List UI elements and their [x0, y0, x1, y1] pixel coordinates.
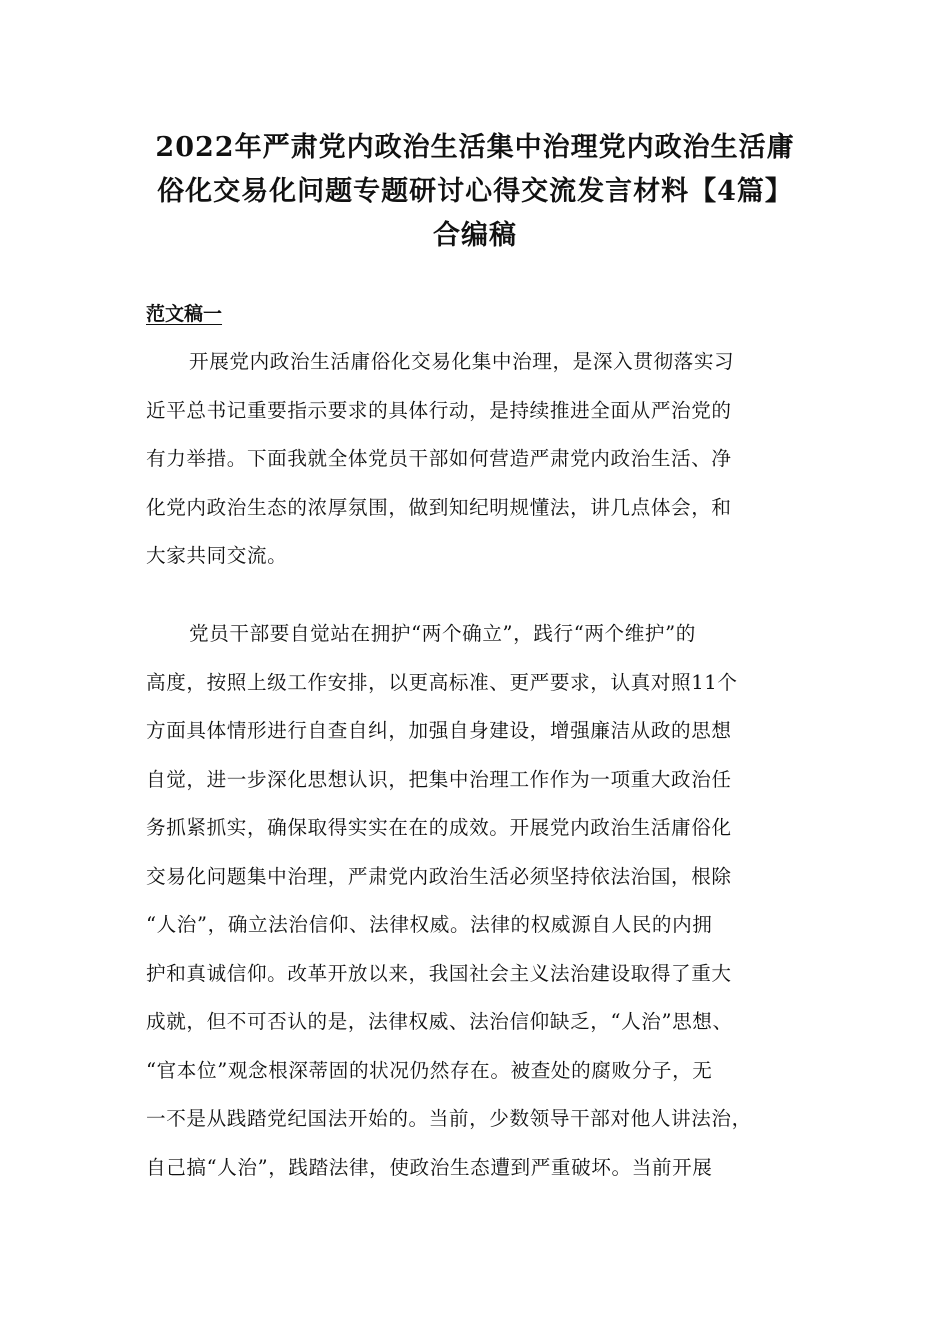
text-line: 自己搞“人治”，践踏法律，使政治生态遭到严重破坏。当前开展	[146, 1155, 713, 1179]
text-line: “官本位”观念根深蒂固的状况仍然存在。被查处的腐败分子，无	[146, 1058, 713, 1082]
paragraph-2	[146, 610, 806, 1192]
title-line: 2022年严肃党内政治生活集中治理党内政治生活庸	[155, 132, 795, 163]
text-line: 护和真诚信仰。改革开放以来，我国社会主义法治建设取得了重大	[146, 961, 732, 985]
section-heading: 范文稿一	[146, 303, 223, 325]
paragraph-1	[146, 338, 806, 581]
title-line: 合编稿	[433, 220, 517, 251]
text-line: 方面具体情形进行自查自纠，加强自身建设，增强廉洁从政的思想	[146, 719, 732, 742]
text-line: 高度，按照上级工作安排，以更高标准、更严要求，认真对照11个	[146, 670, 738, 694]
text-line: 有力举措。下面我就全体党员干部如何营造严肃党内政治生活、净	[146, 447, 732, 470]
text-line: 化党内政治生态的浓厚氛围，做到知纪明规懂法，讲几点体会，和	[146, 495, 732, 519]
text-line: 成就，但不可否认的是，法律权威、法治信仰缺乏，“人治”思想、	[146, 1010, 733, 1033]
text-line: 大家共同交流。	[146, 544, 288, 567]
text-line: “人治”，确立法治信仰、法律权威。法律的权威源自人民的内拥	[146, 913, 713, 936]
text-line: 开展党内政治生活庸俗化交易化集中治理，是深入贯彻落实习	[189, 350, 735, 373]
text-line: 自觉，进一步深化思想认识，把集中治理工作作为一项重大政治任	[146, 767, 732, 791]
text-line: 一不是从践踏党纪国法开始的。当前，少数领导干部对他人讲法治，	[146, 1107, 752, 1130]
text-line: 近平总书记重要指示要求的具体行动，是持续推进全面从严治党的	[146, 398, 732, 422]
text-line: 交易化问题集中治理，严肃党内政治生活必须坚持依法治国，根除	[146, 864, 732, 888]
text-line: 党员干部要自觉站在拥护“两个确立”，践行“两个维护”的	[189, 622, 696, 645]
document-title	[130, 126, 820, 258]
text-line: 务抓紧抓实，确保取得实实在在的成效。开展党内政治生活庸俗化	[146, 816, 732, 839]
title-line: 俗化交易化问题专题研讨心得交流发言材料【4篇】	[157, 176, 793, 207]
